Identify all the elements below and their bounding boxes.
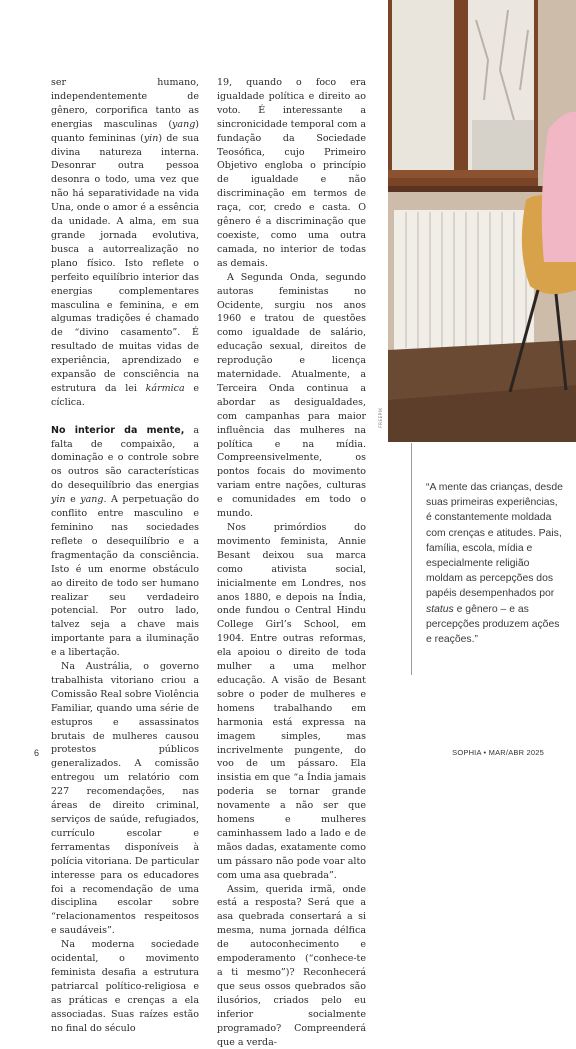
quote-divider <box>411 443 412 675</box>
article-photo <box>388 0 576 442</box>
paragraph: Nos primórdios do movimento feminista, Annie Besant deixou sua marca como ativista social, inicialmente em Londres, nos anos 1880, e depois na Índia, onde fundou o Central Hindu College Girl’s School, em 1904. Entre outras reformas, ela apoiou o direito de toda mulher a uma melhor educação. A visão de Besant sobre o poder de mulheres e homens trabalhando em harmonia está expressa na imagem simples, mas incrivelmente pungente, do voo de um pássaro. Ela insistia em que “a Índia jamais poderia se tornar grande novamente a não ser que homens e mulheres caminhassem lado a lado e de mãos dadas, exatamente como um pássaro não pode voar alto com uma asa quebrada”. <box>217 522 366 881</box>
page-number: 6 <box>34 748 40 758</box>
text-column-1 <box>51 76 199 1036</box>
magazine-footer: SOPHIA • MAR/ABR 2025 <box>452 748 544 757</box>
paragraph: ser humano, independentemente de gênero, corporifica tanto as energias masculinas (yang) quanto femininas (yin) de sua divina natureza interna. Desonrar outra pessoa desonra o todo, uma vez que não há separatividade na vida Una, onde o amor é a essência da unidade. A alma, em sua grande jornada evolutiva, busca a autorrealização no plano físico. Isto reflete o perfeito equilíbrio interior das energias complementares masculina e feminina, e em algumas tradições é chamado de “divino casamento”. É resultado de muitas vidas de experiência, aprendizado e expansão de consciência na estrutura da lei kármica e cíclica. <box>51 77 199 408</box>
paragraph: Assim, querida irmã, onde está a resposta? Será que a asa quebrada consertará a si mesma, numa jornada délfica de autoconhecimento e empoderamento (“conhece-te a ti mesmo”)? Reconhecerá que seus ossos quebrados são ilusórios, criados pelo eu inferior socialmente programado? Compreenderá que a verda- <box>217 883 366 1048</box>
pull-quote: “A mente das crianças, desde suas primeiras experiências, é constantemente moldada com crenças e atitudes. Pais, família, escola, mídia e especialmente religião moldam as percepções dos papéis desempenhados por status e gênero – e as percepções produzem ações e reações.” <box>426 482 563 646</box>
paragraph: No interior da mente, a falta de compaixão, a dominação e o controle sobre os outros são características do desequilíbrio das energias yin e yang. A perpetuação do conflito entre masculino e feminino nas sociedades reflete o desequilíbrio e a fragmentação da consciência. Isto é um enorme obstáculo ao direito de todo ser humano realizar seu verdadeiro potencial. Por outro lado, talvez seja a chave mais importante para a iluminação e a libertação. <box>51 424 200 659</box>
text-column-2 <box>217 76 366 1049</box>
lead-in: No interior da mente, <box>51 424 185 436</box>
room-illustration <box>388 0 576 442</box>
paragraph: Na Austrália, o governo trabalhista vitoriano criou a Comissão Real sobre Violência Familiar, quando uma série de estupros e assassinatos brutais de mulheres causou protestos públicos generalizados. A comissão entregou um relatório com 227 recomendações, nas áreas de direito criminal, serviços de saúde, refugiados, currículo escolar e ferramentas disponíveis à polícia vitoriana. De particular interesse para os educadores foi a recomendação de uma disciplina escolar sobre “relacionamentos respeitosos e saudáveis”. <box>51 661 200 937</box>
paragraph: 19, quando o foco era igualdade política e direito ao voto. É interessante a sincronicidade temporal com a fundação da Sociedade Teosófica, cujo Primeiro Objetivo engloba o princípio de igualdade e não discriminação em termos de raça, cor, credo e casta. O gênero é a discriminação que coexiste, como uma outra camada, no interior de todas as demais. <box>217 77 366 269</box>
paragraph: Na moderna sociedade ocidental, o movimento feminista desafia a estrutura patriarcal político-religiosa e as práticas e crenças a ela associadas. Suas raízes estão no final do século <box>51 939 199 1034</box>
photo-credit: FREEPIK <box>379 407 384 428</box>
paragraph: A Segunda Onda, segundo autoras feministas no Ocidente, surgiu nos anos 1960 e tratou de questões como igualdade de salário, educação sexual, direitos de reprodução e licença maternidade. Atualmente, a Terceira Onda continua a abordar as desigualdades, com campanhas para maior influência das mulheres na política e na mídia. Compreensivelmente, os pontos focais do movimento variam entre nações, culturas e comunidades em todo o mundo. <box>217 271 366 520</box>
